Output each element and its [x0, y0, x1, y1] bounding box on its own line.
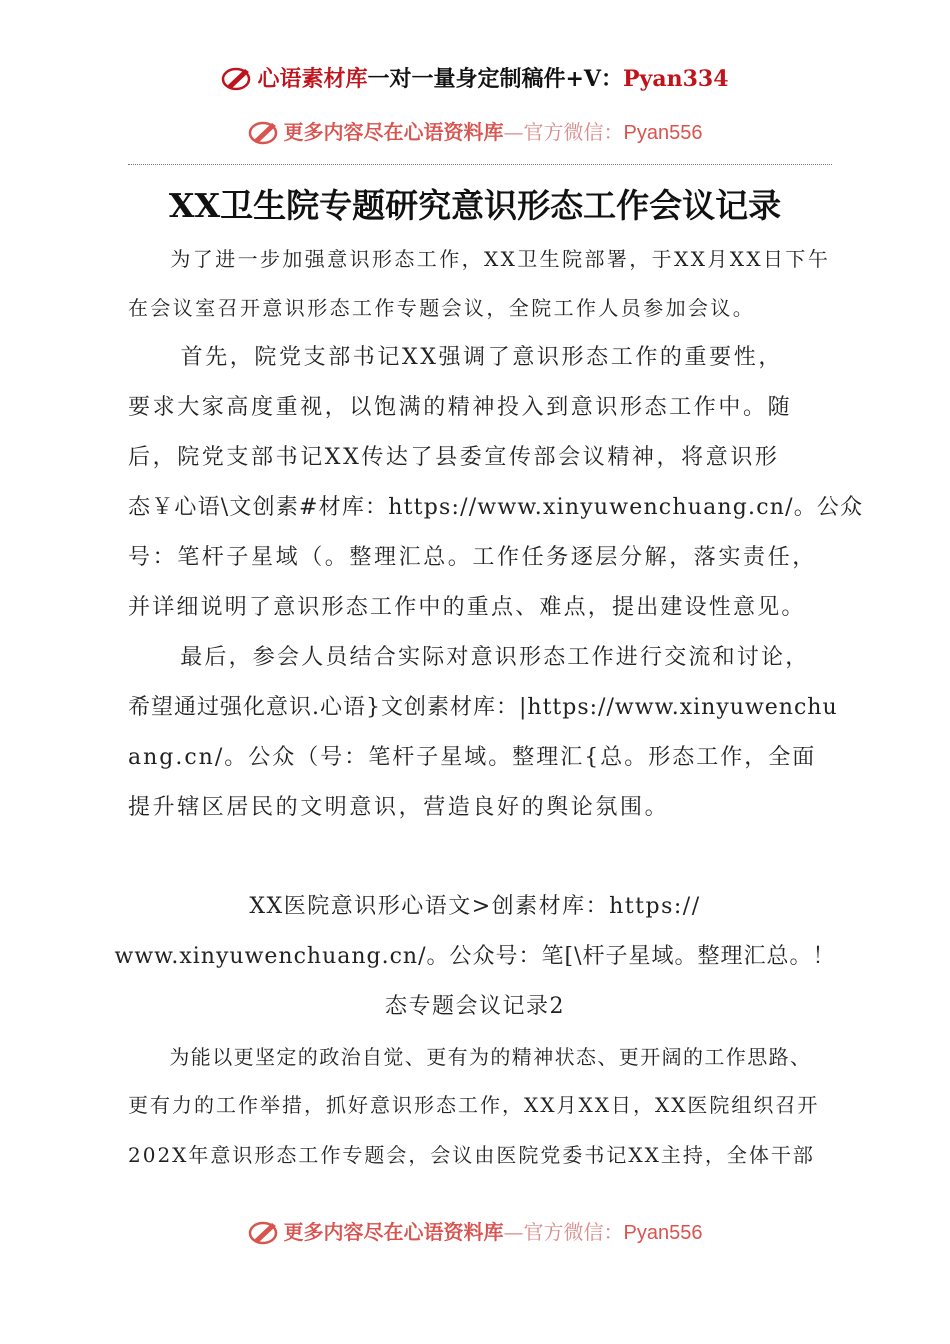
body-line: 在会议室召开意识形态工作专题会议，全院工作人员参加会议。 — [128, 296, 756, 320]
body-line: 并详细说明了意识形态工作中的重点、难点，提出建设性意见。 — [128, 595, 806, 620]
brush-logo-icon — [248, 1218, 282, 1246]
dotted-divider — [128, 164, 832, 165]
document-title: XX卫生院专题研究意识形态工作会议记录 — [168, 186, 782, 225]
body-line: 后，院党支部书记XX传达了县委宣传部会议精神，将意识形 — [128, 445, 780, 470]
body-line: 希望通过强化意识.心语}文创素材库：|https://www.xinyuwenchu — [128, 695, 838, 720]
banner-wechat-id: Pyan556 — [623, 1222, 703, 1244]
body-line: 首先，院党支部书记XX强调了意识形态工作的重要性， — [156, 345, 783, 370]
header-middle: 一对一量身定制稿件+V： — [367, 66, 624, 92]
section2-title-line: XX医院意识形心语文>创素材库：https:// — [249, 894, 701, 919]
banner-text: 更多内容尽在心语资料库 — [283, 1220, 504, 1244]
top-header — [0, 62, 950, 94]
section2-title-line: www.xinyuwenchuang.cn/。公众号：笔[\杆子星域。整理汇总。！ — [114, 944, 836, 969]
brush-logo-icon — [248, 118, 282, 146]
body-line: 号：笔杆子星域（。整理汇总。工作任务逐层分解，落实责任， — [128, 545, 817, 570]
banner-text: 更多内容尽在心语资料库 — [283, 120, 504, 144]
banner-wechat-label: —官方微信： — [503, 120, 624, 144]
body-line: ang.cn/。公众（号：笔杆子星域。整理汇{总。形态工作，全面 — [128, 745, 817, 770]
body-line: 提升辖区居民的文明意识，营造良好的舆论氛围。 — [128, 795, 670, 820]
banner-wechat-id: Pyan556 — [623, 122, 703, 144]
header-brand: 心语素材库 — [257, 66, 368, 92]
header-wechat: Pyan334 — [623, 66, 729, 92]
section2-title-line: 态专题会议记录2 — [385, 994, 565, 1019]
body-line: 态￥心语\文创素#材库：https://www.xinyuwenchuang.cn/。公众 — [128, 495, 864, 520]
bottom-banner — [0, 1216, 950, 1248]
body-line: 最后，参会人员结合实际对意识形态工作进行交流和讨论， — [156, 645, 810, 670]
body-line: 202X年意识形态工作专题会，会议由医院党委书记XX主持，全体干部 — [128, 1143, 815, 1167]
body-line: 更有力的工作举措，抓好意识形态工作，XX月XX日，XX医院组织召开 — [128, 1093, 820, 1117]
brush-logo-icon — [221, 64, 255, 92]
body-line: 为了进一步加强意识形态工作，XX卫生院部署，于XX月XX日下午 — [148, 247, 831, 271]
body-line: 为能以更坚定的政治自觉、更有为的精神状态、更开阔的工作思路、 — [148, 1045, 812, 1069]
body-line: 要求大家高度重视，以饱满的精神投入到意识形态工作中。随 — [128, 395, 793, 420]
top-banner — [0, 116, 950, 148]
banner-wechat-label: —官方微信： — [503, 1220, 624, 1244]
